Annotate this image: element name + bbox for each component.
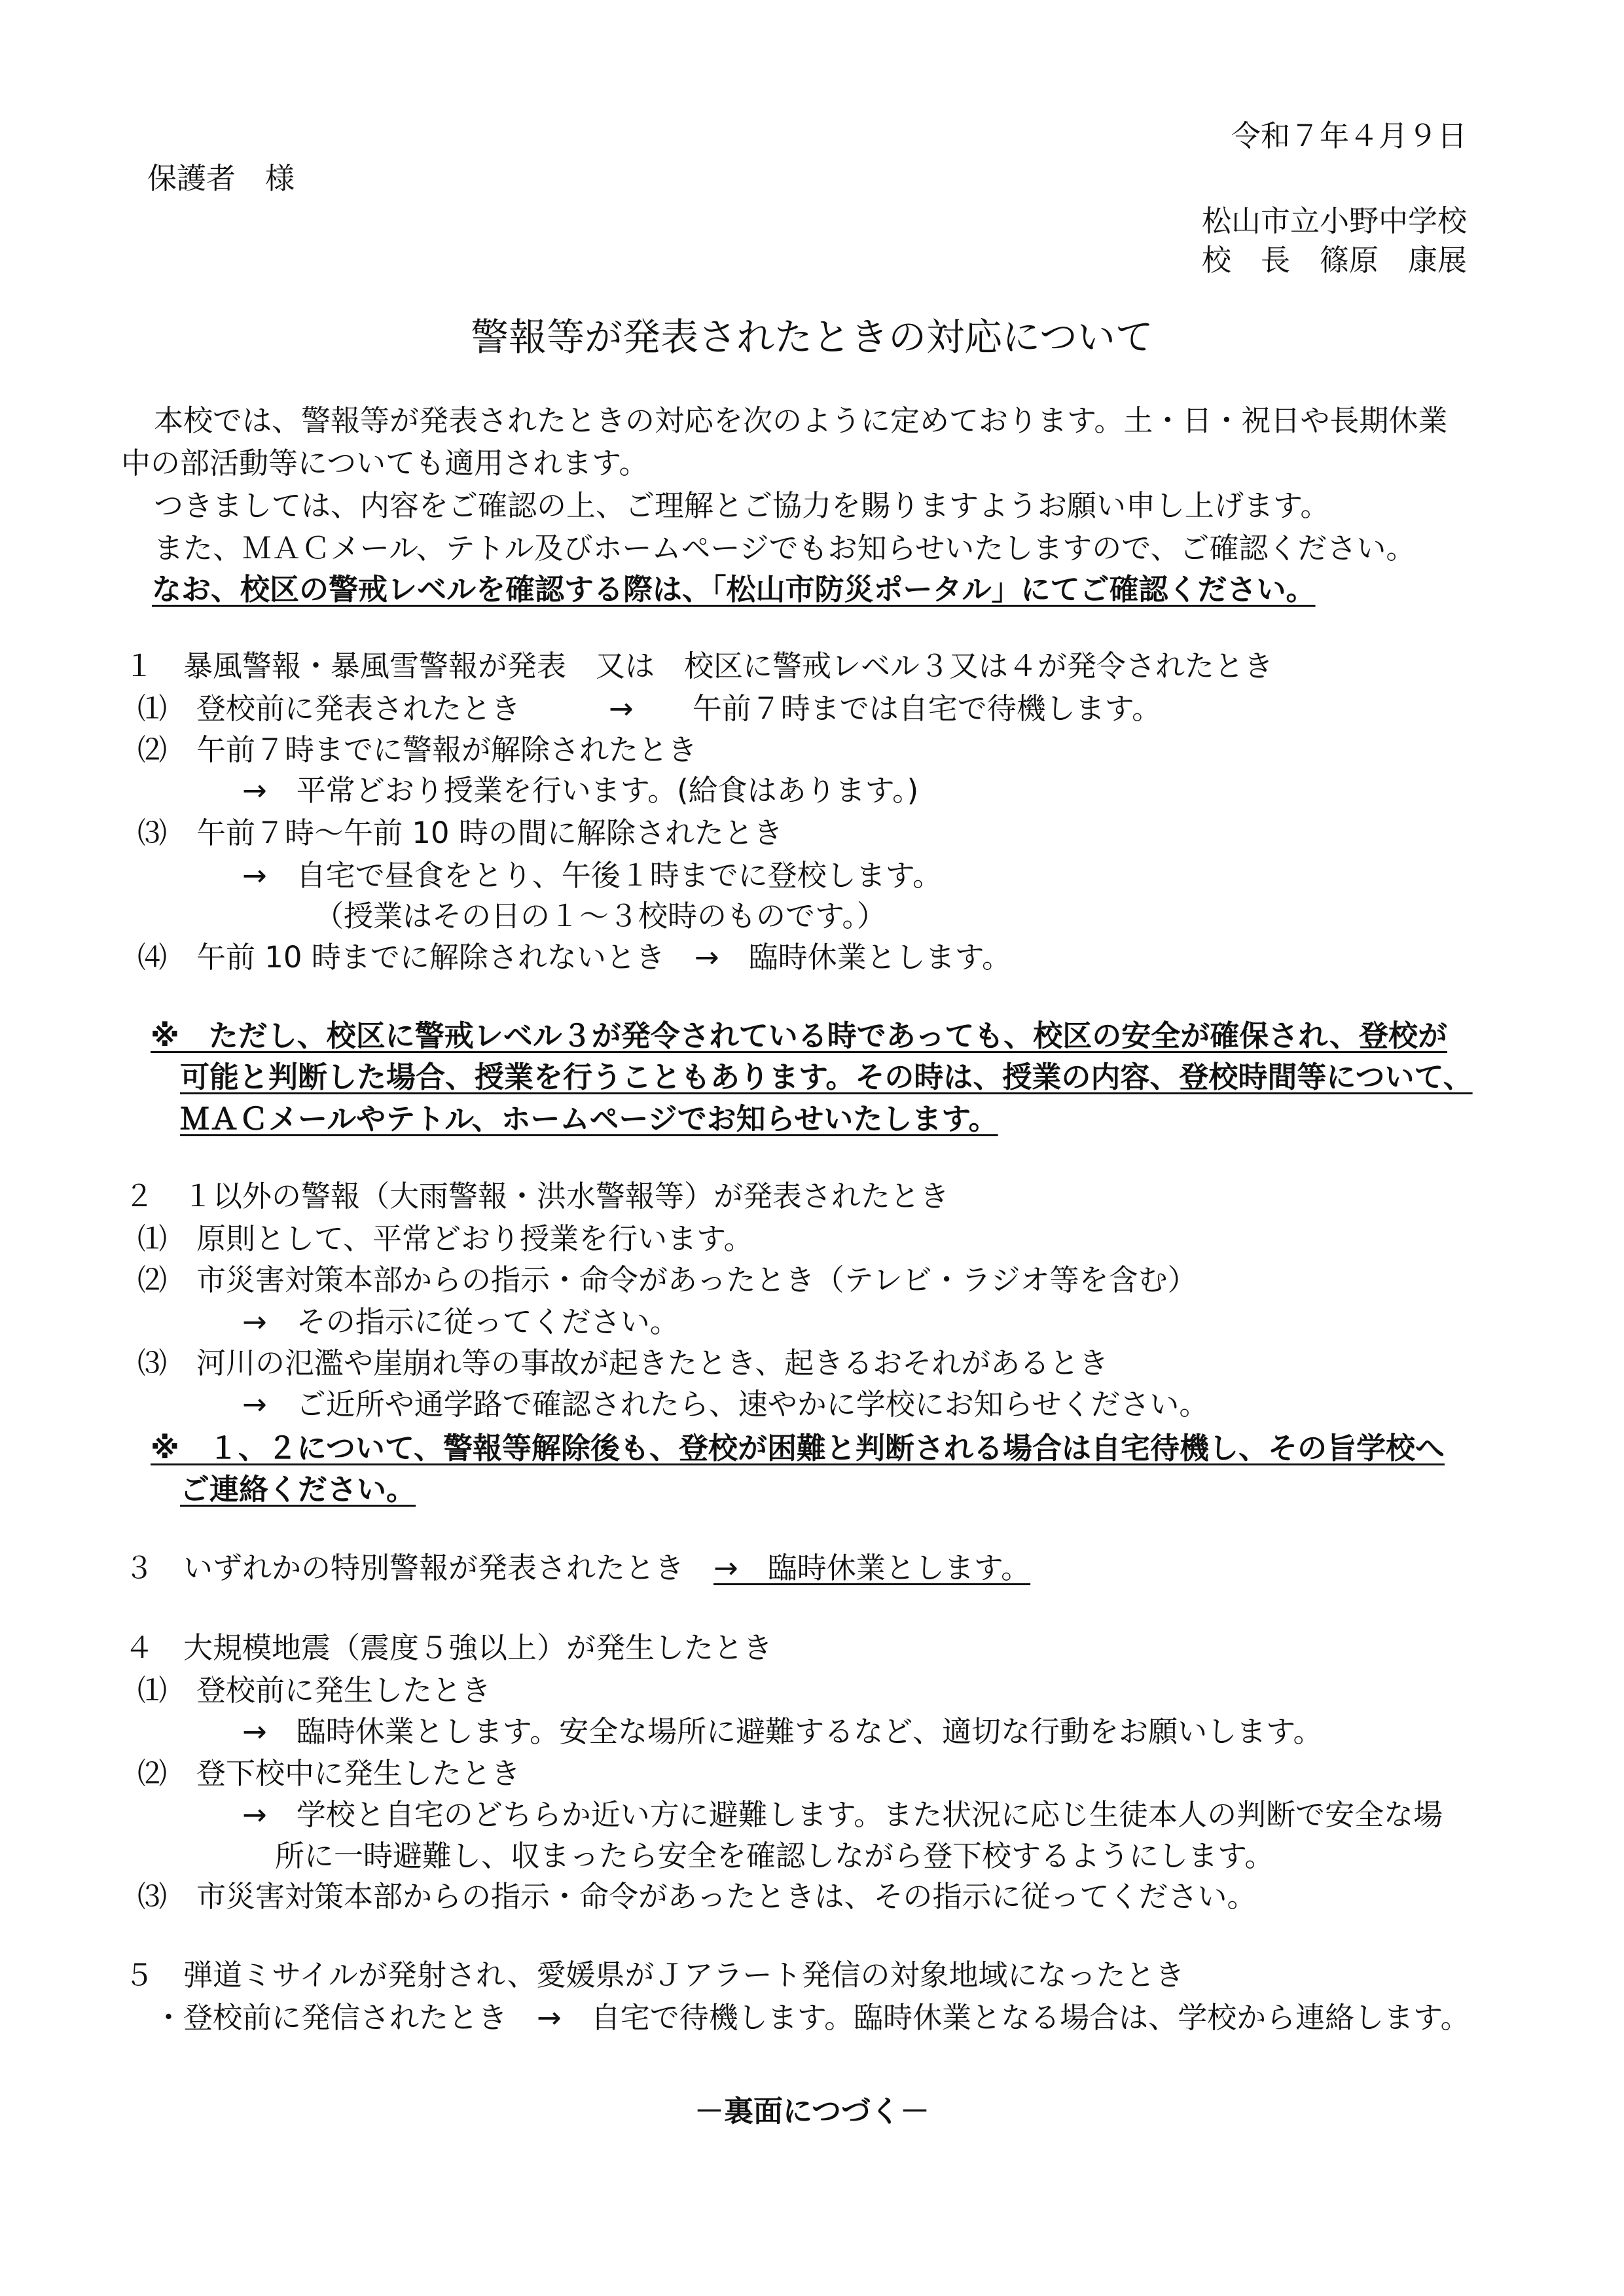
section2-item1: ⑴ 原則として、平常どおり授業を行います。 xyxy=(137,1221,753,1256)
date: 令和７年４月９日 xyxy=(1231,118,1467,153)
section2-item2: ⑵ 市災害対策本部からの指示・命令があったとき（テレビ・ラジオ等を含む） xyxy=(137,1263,1197,1297)
section4-item2-sub2: 所に一時避難し、収まったら安全を確認しながら登下校するようにします。 xyxy=(275,1839,1274,1873)
section2-note-line2: ご連絡ください。 xyxy=(180,1472,416,1507)
section3-heading-text: ３ いずれかの特別警報が発表されたとき xyxy=(124,1551,714,1585)
section5-heading: ５ 弾道ミサイルが発射され、愛媛県がＪアラート発信の対象地域になったとき xyxy=(124,1958,1185,1992)
section3-result: → 臨時休業とします。 xyxy=(713,1551,1031,1585)
section1-heading: １ 暴風警報・暴風雪警報が発表 又は 校区に警戒レベル３又は４が発令されたとき xyxy=(124,649,1274,683)
section5-item1: ・登校前に発信されたとき → 自宅で待機します。臨時休業となる場合は、学校から連絡します。 xyxy=(154,2000,1470,2035)
page-title: 警報等が発表されたときの対応について xyxy=(471,315,1153,359)
continued-note: －裏面につづく－ xyxy=(694,2094,930,2128)
section4-item2: ⑵ 登下校中に発生したとき xyxy=(137,1756,521,1791)
section1-note-line2: 可能と判断した場合、授業を行うこともあります。その時は、授業の内容、登校時間等について、 xyxy=(180,1060,1473,1094)
section4-item3: ⑶ 市災害対策本部からの指示・命令があったときは、その指示に従ってください。 xyxy=(137,1879,1257,1914)
section1-item1: ⑴ 登校前に発表されたとき → 午前７時までは自宅で待機します。 xyxy=(137,691,1162,726)
section2-note-line1: ※ １、２について、警報等解除後も、登校が困難と判断される場合は自宅待機し、その旨学校へ xyxy=(151,1431,1445,1465)
school-name: 松山市立小野中学校 xyxy=(1201,204,1467,238)
intro-line-1: 本校では、警報等が発表されたときの対応を次のように定めております。土・日・祝日や長期休業 xyxy=(124,403,1448,438)
intro-line-2: 中の部活動等についても適用されます。 xyxy=(121,446,649,480)
principal-name: 校 長 篠原 康展 xyxy=(1201,243,1467,278)
section1-item2-sub: → 平常どおり授業を行います。(給食はあります。) xyxy=(242,773,919,808)
section2-heading: ２ １以外の警報（大雨警報・洪水警報等）が発表されたとき xyxy=(124,1179,950,1213)
section4-item1-sub: → 臨時休業とします。安全な場所に避難するなど、適切な行動をお願いします。 xyxy=(242,1714,1323,1749)
section4-item1: ⑴ 登校前に発生したとき xyxy=(137,1673,492,1708)
section4-item2-sub1: → 学校と自宅のどちらか近い方に避難します。また状況に応じ生徒本人の判断で安全な場 xyxy=(242,1797,1443,1832)
addressee: 保護者 様 xyxy=(147,161,295,196)
section1-item3-sub1: → 自宅で昼食をとり、午後１時までに登校します。 xyxy=(242,858,943,893)
section2-item3: ⑶ 河川の氾濫や崖崩れ等の事故が起きたとき、起きるおそれがあるとき xyxy=(137,1346,1109,1380)
section1-note-line3: ＭＡＣメールやテトル、ホームページでお知らせいたします。 xyxy=(180,1102,998,1136)
intro-line-3: つきましては、内容をご確認の上、ご理解とご協力を賜りますようお願い申し上げます。 xyxy=(124,488,1330,523)
section3-heading xyxy=(124,1550,1030,1587)
section4-heading: ４ 大規模地震（震度５強以上）が発生したとき xyxy=(124,1630,773,1665)
intro-line-4: また、ＭＡＣメール、テトル及びホームページでもお知らせいたしますので、ご確認ください。 xyxy=(124,531,1416,565)
section2-item2-sub: → その指示に従ってください。 xyxy=(242,1304,679,1339)
section1-note-line1: ※ ただし、校区に警戒レベル３が発令されている時であっても、校区の安全が確保され、登校が xyxy=(151,1018,1448,1053)
section2-item3-sub: → ご近所や通学路で確認されたら、速やかに学校にお知らせください。 xyxy=(242,1387,1209,1422)
section1-item3-sub2: （授業はその日の１～３校時のものです。） xyxy=(314,899,886,933)
section1-item4: ⑷ 午前 10 時までに解除されないとき → 臨時休業とします。 xyxy=(137,940,1011,975)
section1-item3: ⑶ 午前７時～午前 10 時の間に解除されたとき xyxy=(137,816,783,850)
section1-item2: ⑵ 午前７時までに警報が解除されたとき xyxy=(137,732,698,767)
intro-line-5: なお、校区の警戒レベルを確認する際は、「松山市防災ポータル」にてご確認ください。 xyxy=(152,572,1316,607)
